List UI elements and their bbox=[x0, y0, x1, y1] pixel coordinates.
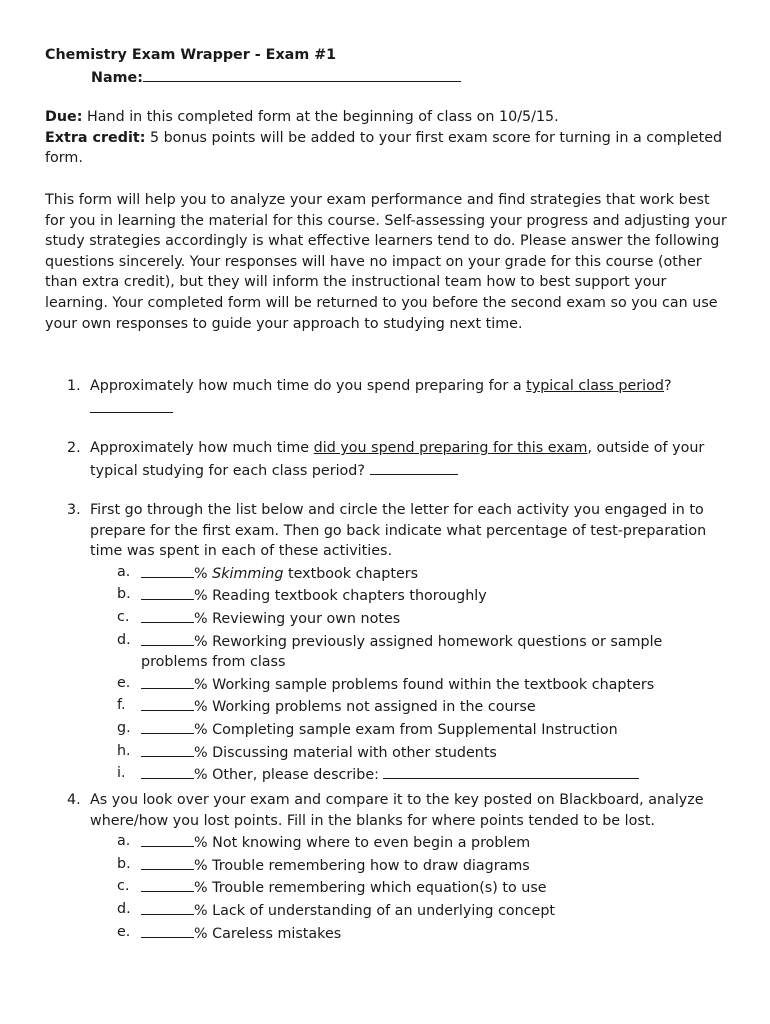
extra-credit-label: Extra credit: bbox=[45, 129, 146, 146]
percent-blank[interactable] bbox=[141, 741, 194, 757]
percent-blank[interactable] bbox=[141, 695, 194, 711]
list-item bbox=[117, 899, 735, 922]
percent-sign: % bbox=[194, 880, 208, 897]
list-item bbox=[117, 763, 735, 786]
percent-sign: % bbox=[194, 835, 208, 852]
item-letter: b. bbox=[117, 855, 131, 872]
item-text: Lack of understanding of an underlying concept bbox=[212, 902, 556, 919]
percent-blank[interactable] bbox=[141, 876, 194, 892]
percent-sign: % bbox=[194, 588, 208, 605]
item-letter: d. bbox=[117, 631, 131, 648]
emphasis-underline: typical class period bbox=[526, 378, 664, 394]
percent-sign: % bbox=[194, 565, 208, 582]
item-text-continued: problems from class bbox=[141, 654, 286, 671]
percent-sign: % bbox=[194, 633, 208, 650]
percent-sign: % bbox=[194, 610, 208, 627]
name-blank[interactable] bbox=[143, 66, 461, 82]
item-letter: d. bbox=[117, 900, 131, 917]
list-item bbox=[117, 876, 735, 899]
percent-blank[interactable] bbox=[141, 899, 194, 915]
question-number: 4. bbox=[67, 792, 81, 808]
name-label: Name: bbox=[91, 70, 143, 86]
item-text: Reworking previously assigned homework questions or sample bbox=[212, 633, 663, 650]
percent-sign: % bbox=[194, 744, 208, 761]
name-line bbox=[91, 66, 591, 89]
item-text: Trouble remembering which equation(s) to use bbox=[212, 880, 547, 897]
percent-sign: % bbox=[194, 676, 208, 693]
question-3: 3. First go through the list below and circle the letter for each activity you engaged in to prepare for the first exam. Then go back indicate what percentage of test-preparation time was spent in each of these activities. a. % Skimming textbook chapters b. % Reading textbook chapters thoroughly c. % Reviewing your own notes d. % Reworking previously assigned homework questions or sample problems from class e. % Working sample problems found within the textbook chapters f. % Working problems not assigned in the course g. % Completing sample exam from Supplemental Instruction h. % Discussing material with other students i. % Other, please describe: bbox=[45, 500, 735, 786]
question-number: 3. bbox=[67, 502, 81, 518]
item-text: Careless mistakes bbox=[212, 925, 342, 942]
percent-blank[interactable] bbox=[141, 673, 194, 689]
percent-blank[interactable] bbox=[141, 584, 194, 600]
activity-list bbox=[45, 562, 735, 786]
question-4: 4. As you look over your exam and compare it to the key posted on Blackboard, analyze where/how you lost points. Fill in the blanks for where points tended to be lost. a. % Not knowing where to even begin a problem b. % Trouble remembering how to draw diagrams c. % Trouble remembering which equation(s) to use d. % Lack of understanding of an underlying concept e. % Careless mistakes bbox=[45, 790, 735, 944]
percent-sign: % bbox=[194, 767, 208, 784]
item-letter: a. bbox=[117, 563, 131, 580]
list-item bbox=[117, 922, 735, 945]
answer-blank[interactable] bbox=[90, 397, 173, 413]
describe-blank[interactable] bbox=[383, 763, 639, 779]
item-letter: i. bbox=[117, 765, 126, 782]
item-letter: f. bbox=[117, 697, 126, 714]
percent-blank[interactable] bbox=[141, 763, 194, 779]
item-text: Discussing material with other students bbox=[212, 744, 497, 761]
list-item bbox=[117, 741, 735, 764]
due-label: Due: bbox=[45, 109, 83, 125]
percent-blank[interactable] bbox=[141, 607, 194, 623]
item-text: Reading textbook chapters thoroughly bbox=[212, 588, 487, 605]
emphasis-underline: did you spend preparing for this exam bbox=[313, 440, 588, 456]
item-text: Completing sample exam from Supplemental Instruction bbox=[212, 721, 618, 738]
list-item bbox=[117, 673, 735, 696]
percent-blank[interactable] bbox=[141, 831, 194, 847]
list-item bbox=[117, 695, 735, 718]
item-letter: b. bbox=[117, 586, 131, 603]
item-letter: c. bbox=[117, 608, 130, 625]
intro-paragraph: This form will help you to analyze your exam performance and find strategies that work best for you in learning the material for this course. Self-assessing your progress and adjusting your study strategies accordingly is what effective learners tend to do. Please answer the following questions sincerely. Your responses will have no impact on your grade for this course (other than extra credit), but they will inform the instructional team how to best support your learning. Your completed form will be returned to you before the second exam so you can use your own responses to guide your approach to studying next time. bbox=[45, 192, 727, 332]
item-emphasis: Skimming bbox=[212, 565, 284, 582]
item-text: Trouble remembering how to draw diagrams bbox=[212, 857, 530, 874]
list-item bbox=[117, 854, 735, 877]
item-text: textbook chapters bbox=[283, 565, 419, 582]
document-title: Chemistry Exam Wrapper - Exam #1 bbox=[45, 47, 337, 63]
item-letter: e. bbox=[117, 923, 131, 940]
item-letter: h. bbox=[117, 742, 131, 759]
percent-sign: % bbox=[194, 857, 208, 874]
percent-sign: % bbox=[194, 721, 208, 738]
answer-blank[interactable] bbox=[370, 459, 458, 475]
due-paragraph bbox=[45, 107, 735, 169]
question-2: 2. Approximately how much time did you spend preparing for this exam, outside of your typical studying for each class period? bbox=[67, 440, 705, 479]
question-number: 1. bbox=[67, 378, 81, 394]
list-item bbox=[117, 562, 735, 585]
percent-blank[interactable] bbox=[141, 718, 194, 734]
lost-points-list bbox=[45, 831, 735, 944]
question-number: 2. bbox=[67, 440, 81, 456]
percent-sign: % bbox=[194, 699, 208, 716]
item-letter: a. bbox=[117, 833, 131, 850]
item-text: Reviewing your own notes bbox=[212, 610, 401, 627]
item-text: Not knowing where to even begin a problem bbox=[212, 835, 531, 852]
list-item bbox=[117, 831, 735, 854]
list-item bbox=[117, 607, 735, 630]
item-letter: e. bbox=[117, 674, 131, 691]
extra-credit-text: 5 bonus points will be added to your first exam score for turning in a completed form. bbox=[45, 129, 723, 167]
list-item bbox=[117, 630, 735, 673]
item-text: Other, please describe: bbox=[212, 767, 384, 784]
question-1: 1. Approximately how much time do you spend preparing for a typical class period? bbox=[45, 376, 735, 419]
item-letter: c. bbox=[117, 878, 130, 895]
percent-blank[interactable] bbox=[141, 630, 194, 646]
item-letter: g. bbox=[117, 719, 131, 736]
due-text: Hand in this completed form at the beginning of class on 10/5/15. bbox=[82, 109, 559, 125]
percent-sign: % bbox=[194, 902, 208, 919]
percent-sign: % bbox=[194, 925, 208, 942]
list-item bbox=[117, 584, 735, 607]
item-text: Working problems not assigned in the course bbox=[212, 699, 536, 716]
list-item bbox=[117, 718, 735, 741]
percent-blank[interactable] bbox=[141, 854, 194, 870]
item-text: Working sample problems found within the textbook chapters bbox=[212, 676, 655, 693]
percent-blank[interactable] bbox=[141, 922, 194, 938]
percent-blank[interactable] bbox=[141, 562, 194, 578]
